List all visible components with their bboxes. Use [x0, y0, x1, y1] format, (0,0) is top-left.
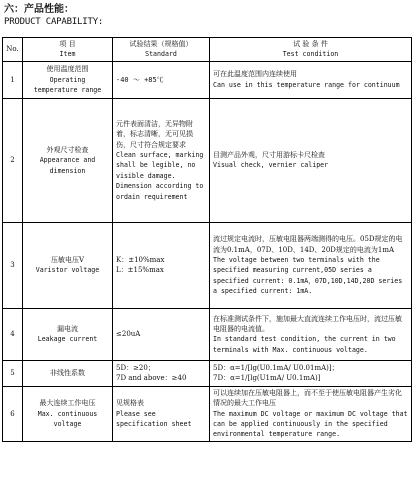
header-standard	[113, 38, 210, 62]
test-en: In standard test condition, the current in two terminals with Max. continuous voltage.	[213, 335, 396, 354]
section-title-en: PRODUCT CAPABILITY:	[4, 17, 104, 27]
table-row	[3, 98, 412, 222]
test-en: Can use in this temperature range for continuum	[213, 80, 400, 89]
row-item	[23, 98, 113, 222]
test-cn: 目测产品外观，尺寸用游标卡尺检查	[213, 150, 325, 159]
standard-7d: 7D and above：≥40	[116, 374, 187, 383]
table-row	[3, 386, 412, 441]
row-item	[23, 386, 113, 441]
test-cn: 在标准测试条件下，施加最大直流连续工作电压时，流过压敏电阻器的电流值。	[213, 314, 402, 333]
row-item	[23, 360, 113, 386]
item-cn: 最大连续工作电压	[39, 399, 96, 408]
row-no: 6	[3, 386, 23, 441]
header-test-cn: 试 验 条 件	[293, 40, 328, 48]
header-item-cn: 项 目	[59, 40, 76, 48]
section-title-cn: 六：产品性能：	[4, 4, 74, 15]
standard-k: K：±10%max	[116, 255, 165, 264]
row-item	[23, 308, 113, 360]
row-no: 1	[3, 61, 23, 98]
row-standard	[113, 386, 210, 441]
item-en: Leakage current	[37, 335, 98, 344]
item-cn: 非线性系数	[50, 369, 85, 378]
row-no: 4	[3, 308, 23, 360]
row-item	[23, 222, 113, 308]
row-standard: ≤20uA	[113, 308, 210, 360]
header-item	[23, 38, 113, 62]
row-test	[210, 98, 412, 222]
standard-en: Please see specification sheet	[116, 409, 192, 429]
item-cn: 外观尺寸检查	[46, 145, 89, 154]
test-5d: 5D：α=1/[lg(U0.1mA/ U0.01mA)]；	[213, 363, 339, 372]
standard-en: Clean surface, marking shall be legible, no visible damage. Dimension according to ordain requirement	[116, 150, 204, 201]
test-en: Visual check, vernier caliper	[213, 161, 329, 170]
item-en: Max. continuous voltage	[37, 409, 98, 429]
table-row	[3, 222, 412, 308]
row-test	[210, 386, 412, 441]
header-test-en: Test condition	[282, 50, 339, 59]
item-en: Appearance and dimension	[39, 156, 96, 175]
header-test	[210, 38, 412, 62]
table-header-row	[3, 38, 412, 62]
row-no: 3	[3, 222, 23, 308]
row-test	[210, 308, 412, 360]
item-en: Varistor voltage	[35, 266, 100, 275]
row-standard: -40 ～ +85℃	[113, 61, 210, 98]
standard-5d: 5D：≥20；	[116, 363, 155, 372]
row-no: 2	[3, 98, 23, 222]
test-en: The maximum DC voltage or maximum DC voltage that can be applied continuously in the specified environmental temperature range.	[213, 409, 408, 439]
header-standard-cn: 试验结果（规格值）	[129, 40, 193, 48]
standard-l: L：±15%max	[116, 266, 164, 275]
test-cn: 流过规定电流时，压敏电阻器两端测得的电压。05D规定的电流为0.1mA，07D、10D、14D、20D规定的电流为1mA	[213, 235, 403, 254]
test-en: The voltage between two terminals with the specified measuring current,05D series a specified current: 0.1mA，07D,10D,14D,20D series a specified current: 1mA.	[213, 255, 403, 296]
test-cn: 可在此温度范围内连续使用	[213, 70, 297, 79]
item-cn: 使用温度范围	[46, 65, 89, 74]
table-row	[3, 360, 412, 386]
row-no: 5	[3, 360, 23, 386]
test-cn: 可以连续加在压敏电阻器上，而不至于使压敏电阻器产生劣化情况的最大工作电压	[213, 388, 402, 408]
header-item-en: Item	[59, 50, 76, 59]
section-heading	[4, 4, 103, 28]
row-standard	[113, 222, 210, 308]
item-cn: 漏电流	[57, 324, 78, 333]
standard-cn: 元件表面清洁，无异物附着，标志清晰，无可见损伤，尺寸符合规定要求	[116, 119, 193, 149]
table-row	[3, 61, 412, 98]
header-standard-en: Standard	[145, 50, 177, 59]
row-test	[210, 61, 412, 98]
row-test	[210, 222, 412, 308]
table-row	[3, 308, 412, 360]
row-standard	[113, 98, 210, 222]
test-7d: 7D：α=1/[lg(U1mA/ U0.1mA)]	[213, 374, 321, 383]
item-en: Operating temperature range	[33, 75, 102, 95]
item-cn: 压敏电压V	[50, 255, 85, 264]
row-standard	[113, 360, 210, 386]
row-item	[23, 61, 113, 98]
product-capability-table	[2, 37, 412, 442]
row-test	[210, 360, 412, 386]
header-no: No.	[3, 38, 23, 62]
standard-cn: 见规格表	[116, 399, 144, 408]
